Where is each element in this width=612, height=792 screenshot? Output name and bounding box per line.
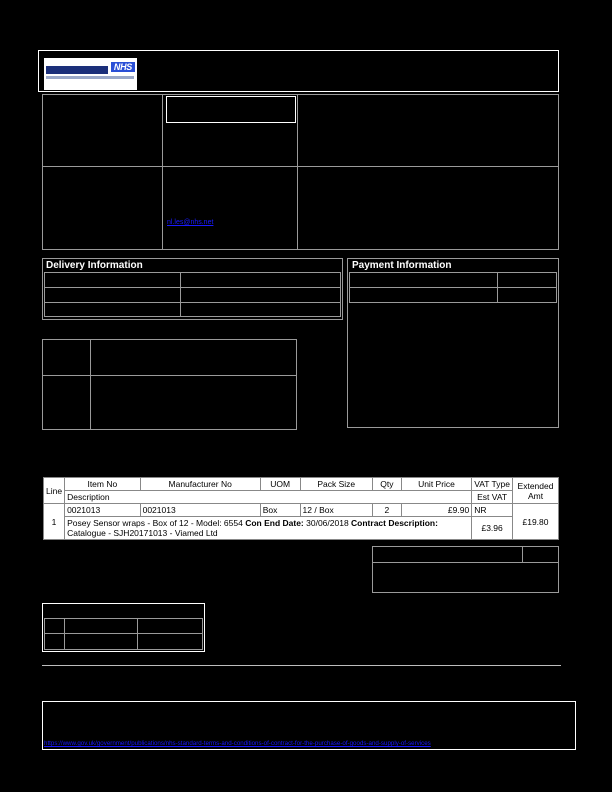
row-qty: 2 [372, 504, 401, 517]
items-table [43, 477, 559, 540]
terms-link[interactable]: https://www.gov.uk/government/publications/nhs-standard-terms-and-conditions-of-contract-for-the-purchase-of-goods-and-supply-of-services [44, 740, 431, 747]
notes-divider [90, 339, 91, 430]
notes-box [42, 339, 297, 430]
info-grid-divider-2 [297, 94, 298, 250]
nhs-logo [44, 58, 137, 90]
totals-col-divider [522, 546, 523, 562]
header-uom: UOM [260, 478, 300, 491]
totals-row-divider [372, 562, 559, 563]
row-extended-amt: £19.80 [513, 504, 559, 540]
desc-con-value: 30/06/2018 [303, 518, 352, 528]
header-unit-price: Unit Price [401, 478, 471, 491]
desc-contract-label: Contract Description: [351, 518, 438, 528]
approval-row-divider [44, 633, 203, 634]
row-uom: Box [260, 504, 300, 517]
approval-divider-2 [137, 618, 138, 650]
info-grid-row-divider [42, 166, 559, 167]
footer-separator [42, 665, 561, 666]
header-qty: Qty [372, 478, 401, 491]
header-pack-size: Pack Size [300, 478, 372, 491]
header-manufacturer-no: Manufacturer No [140, 478, 260, 491]
totals-box [372, 546, 559, 593]
logo-bar [46, 66, 108, 74]
row-line: 1 [44, 504, 65, 540]
header-vat-type: VAT Type [472, 478, 513, 491]
email-link[interactable]: nl.les@nhs.net [167, 219, 214, 226]
delivery-table-row-2 [44, 302, 341, 303]
info-grid [42, 94, 559, 250]
notes-row-divider [42, 375, 297, 376]
header-est-vat: Est VAT [472, 491, 513, 504]
row-item-no: 0021013 [65, 504, 141, 517]
approval-table [44, 618, 203, 650]
info-grid-divider-1 [162, 94, 163, 250]
row-unit-price: £9.90 [401, 504, 471, 517]
payment-table-row [349, 287, 557, 288]
delivery-info-table [44, 272, 341, 317]
table-header-row-2 [44, 491, 559, 504]
nhs-logo-text: NHS [111, 62, 135, 72]
header-description: Description [65, 491, 472, 504]
order-number-box [166, 96, 296, 123]
desc-main: Posey Sensor wraps - Box of 12 - Model: 6554 [67, 518, 246, 528]
row-est-vat: £3.96 [472, 517, 513, 540]
table-row [44, 504, 559, 517]
header-line: Line [44, 478, 65, 504]
delivery-table-row-1 [44, 287, 341, 288]
desc-contract-value: Catalogue - SJH20171013 - Viamed Ltd [67, 528, 218, 538]
header-item-no: Item No [65, 478, 141, 491]
approval-divider-1 [64, 618, 65, 650]
row-manufacturer-no: 0021013 [140, 504, 260, 517]
table-header-row [44, 478, 559, 491]
row-pack-size: 12 / Box [300, 504, 372, 517]
logo-subtitle-strip [46, 76, 134, 79]
delivery-table-divider [180, 272, 181, 317]
delivery-info-title: Delivery Information [46, 260, 143, 271]
table-row-description [44, 517, 559, 540]
row-vat-type: NR [472, 504, 513, 517]
desc-con-label: Con End Date: [245, 518, 304, 528]
header-extended-amt: Extended Amt [513, 478, 559, 504]
row-description [65, 517, 472, 540]
payment-info-title: Payment Information [352, 260, 452, 271]
